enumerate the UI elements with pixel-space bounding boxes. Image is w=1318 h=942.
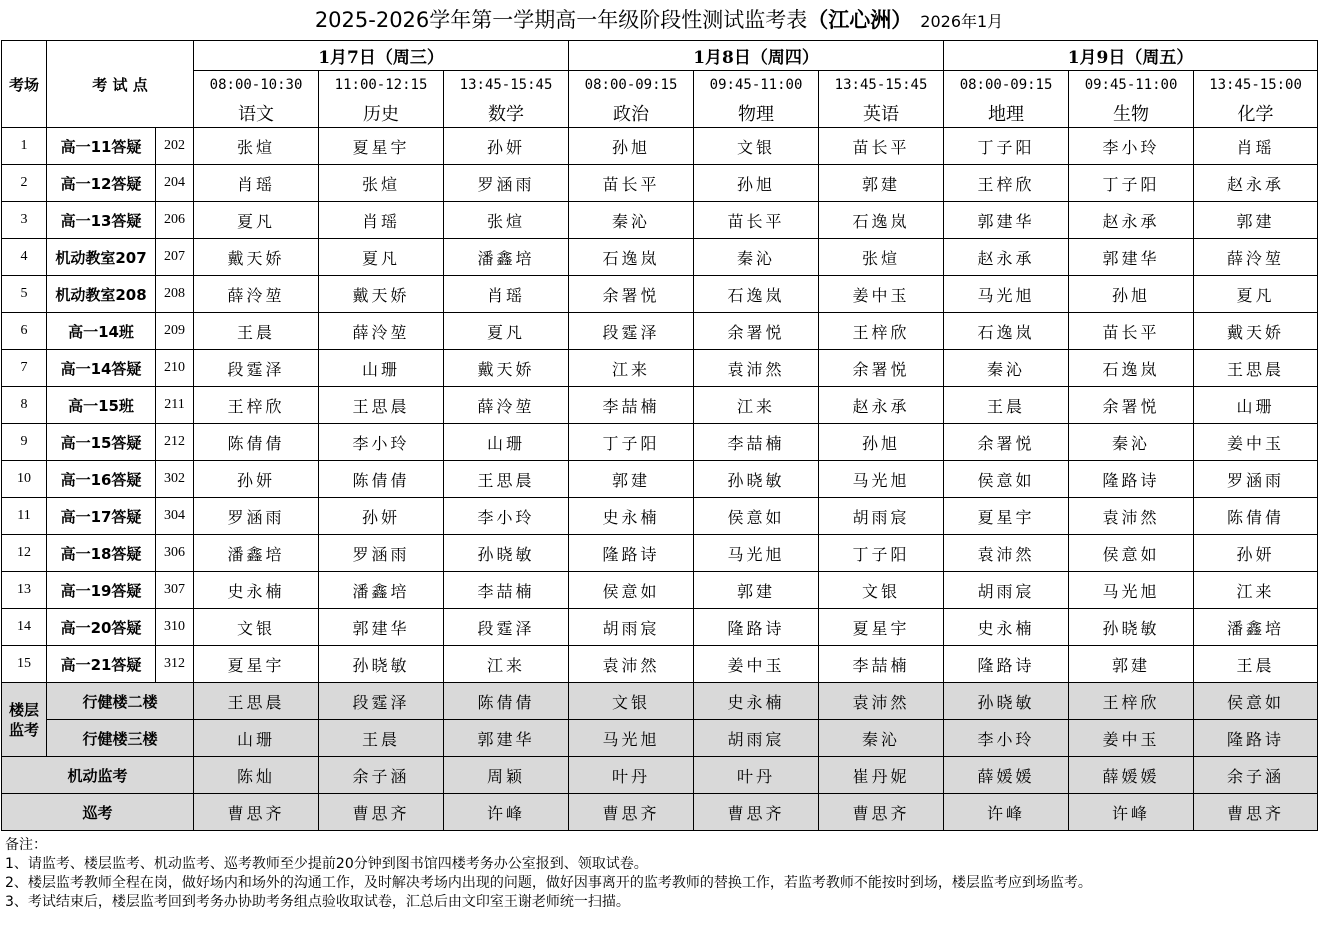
invigilator-name: 王梓欣 [819, 313, 944, 350]
invigilator-name: 郭建 [1069, 646, 1194, 683]
table-row [2, 609, 1318, 646]
invigilator-name: 孙晓敏 [694, 461, 819, 498]
floor-building: 行健楼三楼 [47, 720, 194, 757]
invigilator-name: 郭建华 [319, 609, 444, 646]
time-slot-header: 08:00-09:15 [944, 71, 1069, 100]
patrol-row [2, 794, 1318, 831]
floor-invigilation-label: 楼层监考 [2, 683, 47, 757]
subject-header: 物理 [694, 99, 819, 128]
subject-header: 生物 [1069, 99, 1194, 128]
room-code: 204 [156, 165, 194, 202]
invigilator-name: 秦沁 [569, 202, 694, 239]
time-slot-header: 08:00-10:30 [194, 71, 319, 100]
room-number: 7 [2, 350, 47, 387]
day-header: 1月8日（周四） [569, 41, 944, 71]
invigilator-name: 袁沛然 [819, 683, 944, 720]
invigilator-name: 段霆泽 [194, 350, 319, 387]
invigilator-name: 李小玲 [1069, 128, 1194, 165]
invigilator-name: 隆路诗 [569, 535, 694, 572]
invigilator-name: 石逸岚 [694, 276, 819, 313]
invigilator-name: 秦沁 [694, 239, 819, 276]
invigilator-name: 史永楠 [694, 683, 819, 720]
invigilator-name: 赵永承 [944, 239, 1069, 276]
day-header: 1月9日（周五） [944, 41, 1318, 71]
room-number: 1 [2, 128, 47, 165]
invigilator-name: 夏凡 [444, 313, 569, 350]
invigilator-name: 赵永承 [1194, 165, 1318, 202]
room-code: 206 [156, 202, 194, 239]
room-number: 12 [2, 535, 47, 572]
invigilator-name: 文银 [194, 609, 319, 646]
invigilator-name: 李小玲 [444, 498, 569, 535]
table-row [2, 646, 1318, 683]
invigilator-name: 史永楠 [194, 572, 319, 609]
invigilator-name: 王晨 [319, 720, 444, 757]
invigilator-name: 文银 [569, 683, 694, 720]
room-number: 11 [2, 498, 47, 535]
invigilator-name: 袁沛然 [944, 535, 1069, 572]
invigilator-name: 曹思齐 [694, 794, 819, 831]
invigilator-name: 山珊 [194, 720, 319, 757]
table-row [2, 461, 1318, 498]
table-row [2, 350, 1318, 387]
invigilator-name: 罗涵雨 [194, 498, 319, 535]
exam-site: 高一19答疑 [47, 572, 156, 609]
room-code: 211 [156, 387, 194, 424]
invigilator-name: 余署悦 [944, 424, 1069, 461]
mobile-invigilation-label: 机动监考 [2, 757, 194, 794]
invigilator-name: 江来 [1194, 572, 1318, 609]
exam-site: 高一18答疑 [47, 535, 156, 572]
invigilator-name: 叶丹 [694, 757, 819, 794]
invigilator-name: 郭建华 [444, 720, 569, 757]
invigilator-name: 崔丹妮 [819, 757, 944, 794]
notes-section [5, 836, 1315, 912]
invigilator-name: 袁沛然 [1069, 498, 1194, 535]
room-number: 10 [2, 461, 47, 498]
room-code: 210 [156, 350, 194, 387]
invigilator-name: 石逸岚 [1069, 350, 1194, 387]
invigilator-name: 隆路诗 [1194, 720, 1318, 757]
invigilator-name: 薛泠堃 [1194, 239, 1318, 276]
table-row [2, 313, 1318, 350]
invigilator-name: 石逸岚 [944, 313, 1069, 350]
invigilator-name: 王思晨 [194, 683, 319, 720]
invigilator-name: 秦沁 [819, 720, 944, 757]
invigilator-name: 侯意如 [1194, 683, 1318, 720]
exam-site: 高一20答疑 [47, 609, 156, 646]
invigilator-name: 罗涵雨 [319, 535, 444, 572]
subject-header: 化学 [1194, 99, 1318, 128]
invigilator-name: 曹思齐 [319, 794, 444, 831]
invigilator-name: 隆路诗 [1069, 461, 1194, 498]
invigilator-name: 王晨 [194, 313, 319, 350]
title-main: 2025-2026学年第一学期高一年级阶段性测试监考表 [314, 8, 808, 32]
invigilator-name: 夏星宇 [944, 498, 1069, 535]
invigilator-name: 马光旭 [694, 535, 819, 572]
invigilator-name: 李小玲 [319, 424, 444, 461]
invigilator-name: 孙晓敏 [444, 535, 569, 572]
invigilator-name: 王梓欣 [194, 387, 319, 424]
table-row [2, 424, 1318, 461]
room-number: 3 [2, 202, 47, 239]
invigilator-name: 孙晓敏 [319, 646, 444, 683]
invigilator-name: 陈倩倩 [319, 461, 444, 498]
invigilator-name: 郭建 [694, 572, 819, 609]
invigilator-name: 郭建 [569, 461, 694, 498]
time-slot-header: 13:45-15:45 [444, 71, 569, 100]
invigilator-name: 孙妍 [319, 498, 444, 535]
invigilator-name: 姜中玉 [1069, 720, 1194, 757]
subject-header: 历史 [319, 99, 444, 128]
floor-building: 行健楼二楼 [47, 683, 194, 720]
room-number: 9 [2, 424, 47, 461]
invigilator-name: 陈倩倩 [1194, 498, 1318, 535]
invigilator-name: 姜中玉 [694, 646, 819, 683]
table-row [2, 387, 1318, 424]
subject-header: 英语 [819, 99, 944, 128]
invigilator-name: 侯意如 [1069, 535, 1194, 572]
table-row [2, 276, 1318, 313]
invigilator-name: 马光旭 [819, 461, 944, 498]
table-row [2, 498, 1318, 535]
invigilator-name: 张煊 [319, 165, 444, 202]
invigilator-name: 丁子阳 [1069, 165, 1194, 202]
invigilator-name: 王思晨 [1194, 350, 1318, 387]
invigilator-name: 潘鑫培 [444, 239, 569, 276]
room-number: 4 [2, 239, 47, 276]
invigilator-name: 肖瑶 [444, 276, 569, 313]
title-date: 2026年1月 [920, 12, 1004, 31]
invigilator-name: 王思晨 [444, 461, 569, 498]
invigilator-name: 苗长平 [819, 128, 944, 165]
invigilator-name: 王晨 [944, 387, 1069, 424]
invigilator-name: 赵永承 [1069, 202, 1194, 239]
invigilator-name: 潘鑫培 [319, 572, 444, 609]
exam-site: 高一12答疑 [47, 165, 156, 202]
subject-header: 数学 [444, 99, 569, 128]
invigilator-name: 苗长平 [1069, 313, 1194, 350]
exam-site: 机动教室207 [47, 239, 156, 276]
invigilator-name: 秦沁 [944, 350, 1069, 387]
exam-site: 高一17答疑 [47, 498, 156, 535]
invigilator-name: 陈倩倩 [444, 683, 569, 720]
room-code: 302 [156, 461, 194, 498]
invigilator-name: 山珊 [319, 350, 444, 387]
subject-header: 语文 [194, 99, 319, 128]
invigilator-name: 马光旭 [944, 276, 1069, 313]
invigilator-name: 曹思齐 [569, 794, 694, 831]
invigilator-name: 潘鑫培 [1194, 609, 1318, 646]
invigilator-name: 史永楠 [944, 609, 1069, 646]
invigilator-name: 肖瑶 [194, 165, 319, 202]
invigilator-name: 孙晓敏 [944, 683, 1069, 720]
table-row [2, 535, 1318, 572]
invigilator-name: 戴天娇 [1194, 313, 1318, 350]
invigilator-name: 丁子阳 [819, 535, 944, 572]
invigilator-name: 段霆泽 [569, 313, 694, 350]
invigilator-name: 肖瑶 [319, 202, 444, 239]
invigilator-name: 秦沁 [1069, 424, 1194, 461]
invigilator-name: 夏凡 [319, 239, 444, 276]
invigilator-name: 夏星宇 [819, 609, 944, 646]
room-number: 14 [2, 609, 47, 646]
room-code: 304 [156, 498, 194, 535]
room-number-header: 考场 [2, 41, 47, 128]
invigilator-name: 夏凡 [194, 202, 319, 239]
exam-site: 高一16答疑 [47, 461, 156, 498]
invigilator-name: 夏凡 [1194, 276, 1318, 313]
title-campus: （江心洲） [807, 8, 913, 32]
invigilator-name: 李小玲 [944, 720, 1069, 757]
invigilator-name: 苗长平 [569, 165, 694, 202]
exam-site: 高一15答疑 [47, 424, 156, 461]
room-code: 202 [156, 128, 194, 165]
mobile-invigilation-row [2, 757, 1318, 794]
invigilator-name: 夏星宇 [194, 646, 319, 683]
invigilator-name: 郭建华 [1069, 239, 1194, 276]
time-slot-header: 09:45-11:00 [1069, 71, 1194, 100]
invigilator-name: 袁沛然 [694, 350, 819, 387]
exam-site: 高一11答疑 [47, 128, 156, 165]
room-code: 312 [156, 646, 194, 683]
invigilator-name: 余子涵 [319, 757, 444, 794]
invigilator-name: 侯意如 [694, 498, 819, 535]
invigilator-name: 段霆泽 [319, 683, 444, 720]
invigilator-name: 郭建 [1194, 202, 1318, 239]
room-number: 15 [2, 646, 47, 683]
time-slot-header: 08:00-09:15 [569, 71, 694, 100]
room-code: 310 [156, 609, 194, 646]
invigilator-name: 孙妍 [444, 128, 569, 165]
invigilation-table [1, 40, 1318, 831]
exam-site: 机动教室208 [47, 276, 156, 313]
invigilator-name: 袁沛然 [569, 646, 694, 683]
invigilator-name: 许峰 [444, 794, 569, 831]
invigilator-name: 文银 [819, 572, 944, 609]
invigilator-name: 张煊 [819, 239, 944, 276]
invigilator-name: 戴天娇 [319, 276, 444, 313]
invigilator-name: 夏星宇 [319, 128, 444, 165]
subject-header: 政治 [569, 99, 694, 128]
table-row [2, 572, 1318, 609]
invigilator-name: 陈倩倩 [194, 424, 319, 461]
invigilator-name: 王梓欣 [944, 165, 1069, 202]
exam-site: 高一21答疑 [47, 646, 156, 683]
room-code: 207 [156, 239, 194, 276]
table-row [2, 165, 1318, 202]
invigilator-name: 曹思齐 [1194, 794, 1318, 831]
invigilator-name: 孙旭 [819, 424, 944, 461]
invigilator-name: 山珊 [444, 424, 569, 461]
subject-header: 地理 [944, 99, 1069, 128]
invigilator-name: 山珊 [1194, 387, 1318, 424]
invigilator-name: 李喆楠 [819, 646, 944, 683]
invigilator-name: 李喆楠 [569, 387, 694, 424]
invigilator-name: 王思晨 [319, 387, 444, 424]
invigilator-name: 江来 [569, 350, 694, 387]
invigilator-name: 余署悦 [694, 313, 819, 350]
patrol-label: 巡考 [2, 794, 194, 831]
note-item: 2、楼层监考教师全程在岗，做好场内和场外的沟通工作，及时解决考场内出现的问题，做好因事离开的监考教师的替换工作，若监考教师不能按时到场，楼层监考应到场监考。 [5, 875, 1092, 891]
invigilator-name: 余署悦 [819, 350, 944, 387]
invigilator-name: 文银 [694, 128, 819, 165]
invigilator-name: 张煊 [444, 202, 569, 239]
invigilator-name: 王梓欣 [1069, 683, 1194, 720]
invigilator-name: 史永楠 [569, 498, 694, 535]
invigilator-name: 罗涵雨 [1194, 461, 1318, 498]
table-row [2, 239, 1318, 276]
invigilator-name: 胡雨宸 [944, 572, 1069, 609]
exam-site: 高一13答疑 [47, 202, 156, 239]
table-row [2, 202, 1318, 239]
exam-site: 高一15班 [47, 387, 156, 424]
invigilator-name: 余子涵 [1194, 757, 1318, 794]
invigilator-name: 段霆泽 [444, 609, 569, 646]
invigilator-name: 肖瑶 [1194, 128, 1318, 165]
invigilator-name: 陈灿 [194, 757, 319, 794]
page-title [0, 0, 1318, 40]
invigilator-name: 罗涵雨 [444, 165, 569, 202]
invigilator-name: 许峰 [1069, 794, 1194, 831]
invigilator-name: 曹思齐 [819, 794, 944, 831]
room-number: 13 [2, 572, 47, 609]
room-code: 306 [156, 535, 194, 572]
invigilator-name: 马光旭 [569, 720, 694, 757]
invigilator-name: 孙妍 [1194, 535, 1318, 572]
invigilator-name: 薛媛媛 [944, 757, 1069, 794]
invigilator-name: 戴天娇 [194, 239, 319, 276]
invigilator-name: 周颖 [444, 757, 569, 794]
table-row [2, 128, 1318, 165]
floor-invigilation-row [2, 683, 1318, 720]
invigilator-name: 余署悦 [569, 276, 694, 313]
floor-invigilation-row [2, 720, 1318, 757]
invigilator-name: 薛泠堃 [444, 387, 569, 424]
invigilator-name: 苗长平 [694, 202, 819, 239]
invigilator-name: 郭建华 [944, 202, 1069, 239]
invigilator-name: 薛媛媛 [1069, 757, 1194, 794]
invigilator-name: 孙旭 [569, 128, 694, 165]
invigilator-name: 孙晓敏 [1069, 609, 1194, 646]
invigilator-name: 隆路诗 [944, 646, 1069, 683]
room-number: 6 [2, 313, 47, 350]
room-number: 8 [2, 387, 47, 424]
invigilator-name: 侯意如 [944, 461, 1069, 498]
room-code: 212 [156, 424, 194, 461]
day-header: 1月7日（周三） [194, 41, 569, 71]
room-code: 209 [156, 313, 194, 350]
invigilator-name: 赵永承 [819, 387, 944, 424]
invigilator-name: 李喆楠 [444, 572, 569, 609]
room-code: 208 [156, 276, 194, 313]
invigilator-name: 胡雨宸 [694, 720, 819, 757]
invigilator-name: 江来 [694, 387, 819, 424]
notes-heading: 备注： [5, 837, 47, 853]
room-number: 2 [2, 165, 47, 202]
invigilator-name: 郭建 [819, 165, 944, 202]
invigilator-name: 张煊 [194, 128, 319, 165]
time-slot-header: 11:00-12:15 [319, 71, 444, 100]
invigilator-name: 许峰 [944, 794, 1069, 831]
time-slot-header: 13:45-15:45 [819, 71, 944, 100]
invigilator-name: 余署悦 [1069, 387, 1194, 424]
note-item: 3、考试结束后，楼层监考回到考务办协助考务组点验收取试卷，汇总后由文印室王谢老师统一扫描。 [5, 894, 630, 910]
invigilator-name: 丁子阳 [944, 128, 1069, 165]
invigilator-name: 石逸岚 [819, 202, 944, 239]
exam-site: 高一14班 [47, 313, 156, 350]
exam-site-header: 考 试 点 [47, 41, 194, 128]
invigilator-name: 曹思齐 [194, 794, 319, 831]
invigilator-name: 江来 [444, 646, 569, 683]
invigilator-name: 姜中玉 [1194, 424, 1318, 461]
invigilator-name: 隆路诗 [694, 609, 819, 646]
note-item: 1、请监考、楼层监考、机动监考、巡考教师至少提前20分钟到图书馆四楼考务办公室报到、领取试卷。 [5, 856, 648, 872]
invigilator-name: 胡雨宸 [819, 498, 944, 535]
invigilator-name: 李喆楠 [694, 424, 819, 461]
invigilator-name: 姜中玉 [819, 276, 944, 313]
room-number: 5 [2, 276, 47, 313]
invigilator-name: 马光旭 [1069, 572, 1194, 609]
time-slot-header: 09:45-11:00 [694, 71, 819, 100]
invigilator-name: 潘鑫培 [194, 535, 319, 572]
invigilator-name: 石逸岚 [569, 239, 694, 276]
invigilator-name: 孙旭 [1069, 276, 1194, 313]
invigilator-name: 孙妍 [194, 461, 319, 498]
invigilator-name: 王晨 [1194, 646, 1318, 683]
invigilator-name: 侯意如 [569, 572, 694, 609]
invigilator-name: 戴天娇 [444, 350, 569, 387]
invigilator-name: 孙旭 [694, 165, 819, 202]
exam-site: 高一14答疑 [47, 350, 156, 387]
time-slot-header: 13:45-15:00 [1194, 71, 1318, 100]
invigilator-name: 胡雨宸 [569, 609, 694, 646]
invigilator-name: 薛泠堃 [319, 313, 444, 350]
invigilator-name: 薛泠堃 [194, 276, 319, 313]
invigilator-name: 丁子阳 [569, 424, 694, 461]
invigilator-name: 叶丹 [569, 757, 694, 794]
room-code: 307 [156, 572, 194, 609]
